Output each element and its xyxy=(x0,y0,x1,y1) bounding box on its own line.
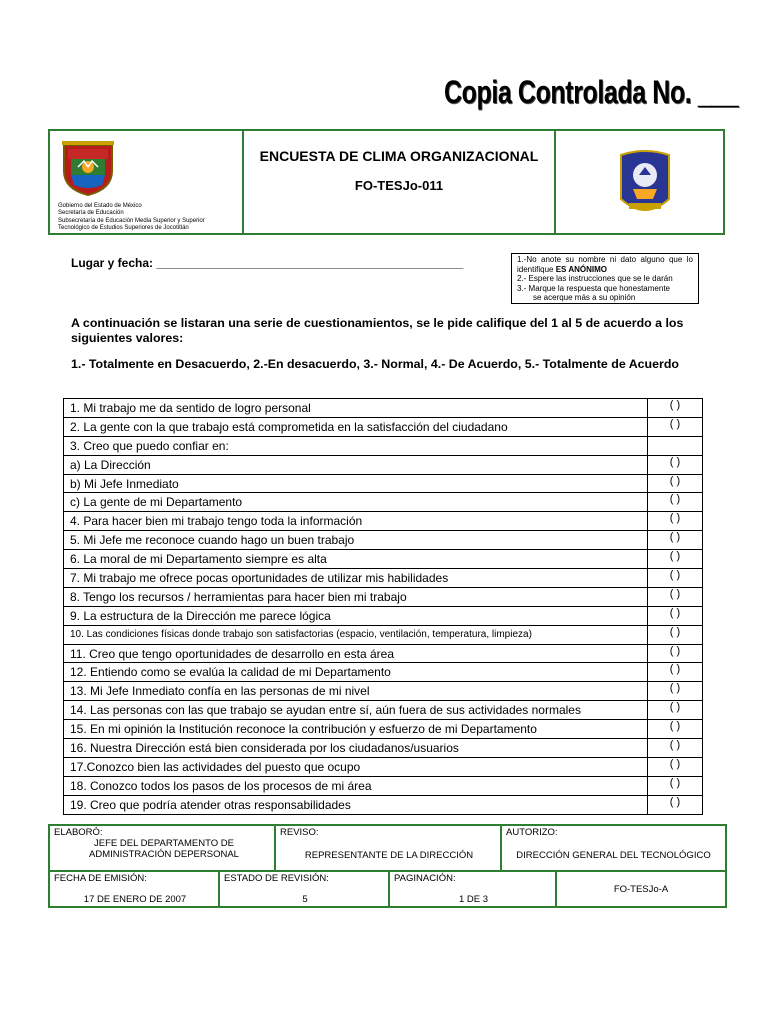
question-row xyxy=(64,682,703,701)
paginacion-value: 1 DE 3 xyxy=(458,894,489,905)
question-text: 13. Mi Jefe Inmediato confía en las personas de mi nivel xyxy=(64,682,648,701)
question-text: 7. Mi trabajo me ofrece pocas oportunidades de utilizar mis habilidades xyxy=(64,569,648,588)
answer-box[interactable]: ( ) xyxy=(648,663,703,682)
intro-paragraph: A continuación se listaran una serie de cuestionamientos, se le pide califique del 1 al 5 de acuerdo a los siguientes valores: xyxy=(71,316,684,345)
answer-box[interactable]: ( ) xyxy=(648,474,703,493)
answer-box[interactable]: ( ) xyxy=(648,757,703,776)
estado-label: ESTADO DE REVISIÓN: xyxy=(224,873,329,884)
question-text: 3. Creo que puedo confiar en: xyxy=(64,436,648,455)
question-row xyxy=(64,417,703,436)
question-row xyxy=(64,569,703,588)
question-row xyxy=(64,531,703,550)
institute-logo-icon xyxy=(617,149,673,219)
rating-scale: 1.- Totalmente en Desacuerdo, 2.-En desacuerdo, 3.- Normal, 4.- De Acuerdo, 5.- Totalmente de Acuerdo xyxy=(71,357,679,371)
question-text: 16. Nuestra Dirección está bien considerada por los ciudadanos/usuarios xyxy=(64,739,648,758)
question-row xyxy=(64,776,703,795)
reviso-cell xyxy=(276,826,502,870)
header-title-cell xyxy=(244,131,556,233)
reviso-label: REVISO: xyxy=(280,827,319,838)
autorizo-label: AUTORIZO: xyxy=(506,827,558,838)
question-row xyxy=(64,795,703,814)
header-right-cell xyxy=(556,131,723,233)
question-text: 12. Entiendo como se evalúa la calidad de mi Departamento xyxy=(64,663,648,682)
answer-box[interactable]: ( ) xyxy=(648,720,703,739)
survey-title: ENCUESTA DE CLIMA ORGANIZACIONAL xyxy=(259,148,539,164)
answer-box[interactable]: ( ) xyxy=(648,739,703,758)
instruction-2: 2.- Espere las instrucciones que se le darán xyxy=(517,274,673,283)
question-row xyxy=(64,720,703,739)
autorizo-cell xyxy=(502,826,725,870)
questions-table xyxy=(63,398,703,815)
question-row xyxy=(64,493,703,512)
question-text: 4. Para hacer bien mi trabajo tengo toda la información xyxy=(64,512,648,531)
answer-box[interactable]: ( ) xyxy=(648,399,703,418)
question-text: a) La Dirección xyxy=(64,455,648,474)
fecha-cell xyxy=(50,872,220,906)
header-left-cell xyxy=(50,131,244,233)
question-text: 5. Mi Jefe me reconoce cuando hago un buen trabajo xyxy=(64,531,648,550)
answer-box[interactable]: ( ) xyxy=(648,701,703,720)
instruction-3-cont: se acerque más a su opinión xyxy=(533,293,636,302)
question-text: 14. Las personas con las que trabajo se ayudan entre sí, aún fuera de sus actividades normales xyxy=(64,701,648,720)
elaboro-value: JEFE DEL DEPARTAMENTO DE ADMINISTRACIÓN DEPERSONAL xyxy=(89,838,239,860)
fecha-value: 17 DE ENERO DE 2007 xyxy=(83,894,187,905)
answer-box[interactable]: ( ) xyxy=(648,512,703,531)
form-code-cell xyxy=(557,872,725,906)
elaboro-label: ELABORÓ: xyxy=(54,827,103,838)
footer-row-signatures xyxy=(48,824,727,872)
answer-box[interactable]: ( ) xyxy=(648,550,703,569)
answer-box xyxy=(648,436,703,455)
paginacion-cell xyxy=(390,872,557,906)
estado-value: 5 xyxy=(302,894,308,905)
footer-form-code: FO-TESJo-A xyxy=(613,884,669,895)
question-text: 19. Creo que podría atender otras responsabilidades xyxy=(64,795,648,814)
footer-row-dates xyxy=(48,872,727,908)
paginacion-label: PAGINACIÓN: xyxy=(394,873,456,884)
question-text: c) La gente de mi Departamento xyxy=(64,493,648,512)
elaboro-cell xyxy=(50,826,276,870)
question-text: 6. La moral de mi Departamento siempre es alta xyxy=(64,550,648,569)
answer-box[interactable]: ( ) xyxy=(648,644,703,663)
question-text: 8. Tengo los recursos / herramientas para hacer bien mi trabajo xyxy=(64,587,648,606)
document-header xyxy=(48,129,725,235)
answer-box[interactable]: ( ) xyxy=(648,531,703,550)
answer-box[interactable]: ( ) xyxy=(648,682,703,701)
question-row xyxy=(64,739,703,758)
reviso-value: REPRESENTANTE DE LA DIRECCIÓN xyxy=(304,850,474,861)
gov-line: Secretaría de Educación xyxy=(58,210,124,217)
question-text: 17.Conozco bien las actividades del puesto que ocupo xyxy=(64,757,648,776)
instruction-3: 3.- Marque la respuesta que honestamente xyxy=(517,283,670,293)
instruction-1 xyxy=(517,255,693,274)
answer-box[interactable]: ( ) xyxy=(648,625,703,644)
instructions-box xyxy=(511,253,699,304)
gov-line: Gobierno del Estado de México xyxy=(58,203,142,209)
question-text: 10. Las condiciones físicas donde trabajo son satisfactorias (espacio, ventilación, temperatura, limpieza) xyxy=(64,625,648,644)
gov-line: Subsecretaría de Educación Media Superior y Superior xyxy=(58,217,205,224)
gov-line: Tecnológico de Estudios Superiores de Jocotitlán xyxy=(58,225,189,232)
question-row xyxy=(64,455,703,474)
question-text: b) Mi Jefe Inmediato xyxy=(64,474,648,493)
question-row xyxy=(64,436,703,455)
question-row xyxy=(64,587,703,606)
autorizo-value: DIRECCIÓN GENERAL DEL TECNOLÓGICO xyxy=(516,850,711,861)
answer-box[interactable]: ( ) xyxy=(648,795,703,814)
answer-box[interactable]: ( ) xyxy=(648,569,703,588)
fecha-label: FECHA DE EMISIÓN: xyxy=(54,873,147,884)
question-row xyxy=(64,701,703,720)
question-row xyxy=(64,644,703,663)
answer-box[interactable]: ( ) xyxy=(648,606,703,625)
state-coat-of-arms-icon xyxy=(58,137,118,197)
question-row xyxy=(64,663,703,682)
answer-box[interactable]: ( ) xyxy=(648,776,703,795)
question-text: 15. En mi opinión la Institución reconoce la contribución y esfuerzo de mi Departamento xyxy=(64,720,648,739)
place-date-field[interactable]: Lugar y fecha: ______________________________________________ xyxy=(71,256,464,270)
question-row xyxy=(64,625,703,644)
answer-box[interactable]: ( ) xyxy=(648,493,703,512)
question-text: 2. La gente con la que trabajo está comprometida en la satisfacción del ciudadano xyxy=(64,417,648,436)
answer-box[interactable]: ( ) xyxy=(648,417,703,436)
answer-box[interactable]: ( ) xyxy=(648,455,703,474)
estado-cell xyxy=(220,872,390,906)
question-text: 1. Mi trabajo me da sentido de logro personal xyxy=(64,399,648,418)
question-text: 9. La estructura de la Dirección me parece lógica xyxy=(64,606,648,625)
question-row xyxy=(64,757,703,776)
question-row xyxy=(64,474,703,493)
form-code: FO-TESJo-011 xyxy=(354,178,444,193)
question-row xyxy=(64,512,703,531)
question-text: 18. Conozco todos los pasos de los procesos de mi área xyxy=(64,776,648,795)
controlled-copy-stamp: Copia Controlada No. ___ xyxy=(444,74,739,110)
question-row xyxy=(64,399,703,418)
question-text: 11. Creo que tengo oportunidades de desarrollo en esta área xyxy=(64,644,648,663)
question-row xyxy=(64,606,703,625)
anonymous-note: ES ANÓNIMO xyxy=(555,264,607,274)
answer-box[interactable]: ( ) xyxy=(648,587,703,606)
instruction-1-text: 1.-No anote su nombre ni dato alguno que lo identifique xyxy=(517,255,693,274)
approval-footer xyxy=(48,824,727,908)
question-row xyxy=(64,550,703,569)
government-lines xyxy=(58,203,205,233)
